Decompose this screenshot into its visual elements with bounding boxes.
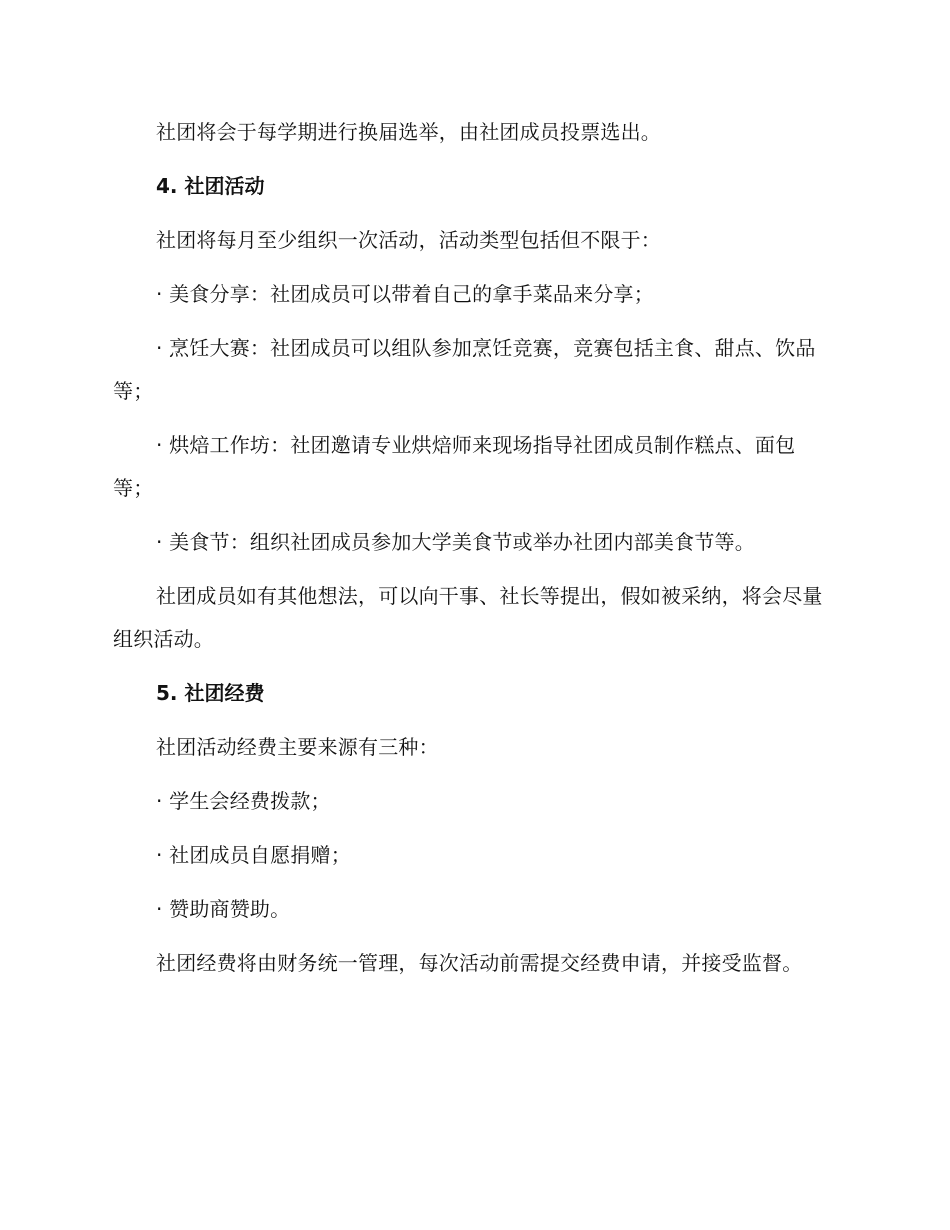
list-item-cooking-contest: · 烹饪大赛：社团成员可以组队参加烹饪竞赛，竞赛包括主食、甜点、饮品等； [113, 336, 816, 403]
list-item-food-sharing: · 美食分享：社团成员可以带着自己的拿手菜品来分享； [156, 282, 654, 306]
list-item-member-donations: · 社团成员自愿捐赠； [156, 843, 351, 867]
section-heading-funding: 5. 社团经费 [156, 681, 265, 705]
paragraph-funding-intro: 社团活动经费主要来源有三种： [156, 735, 439, 759]
list-item-student-union-funds: · 学生会经费拨款； [156, 789, 331, 813]
paragraph-activities-intro: 社团将每月至少组织一次活动，活动类型包括但不限于： [156, 228, 661, 252]
list-item-sponsorship: · 赞助商赞助。 [156, 897, 291, 921]
paragraph-funding-management: 社团经费将由财务统一管理，每次活动前需提交经费申请，并接受监督。 [156, 951, 803, 975]
list-item-food-festival: · 美食节：组织社团成员参加大学美食节或举办社团内部美食节等。 [156, 530, 755, 554]
list-item-baking-workshop: · 烘焙工作坊：社团邀请专业烘焙师来现场指导社团成员制作糕点、面包等； [113, 433, 796, 500]
paragraph-election: 社团将会于每学期进行换届选举，由社团成员投票选出。 [156, 120, 661, 144]
paragraph-member-ideas: 社团成员如有其他想法，可以向干事、社长等提出，假如被采纳，将会尽量组织活动。 [113, 584, 823, 651]
document-body [113, 111, 830, 996]
section-heading-activities: 4. 社团活动 [156, 174, 265, 198]
